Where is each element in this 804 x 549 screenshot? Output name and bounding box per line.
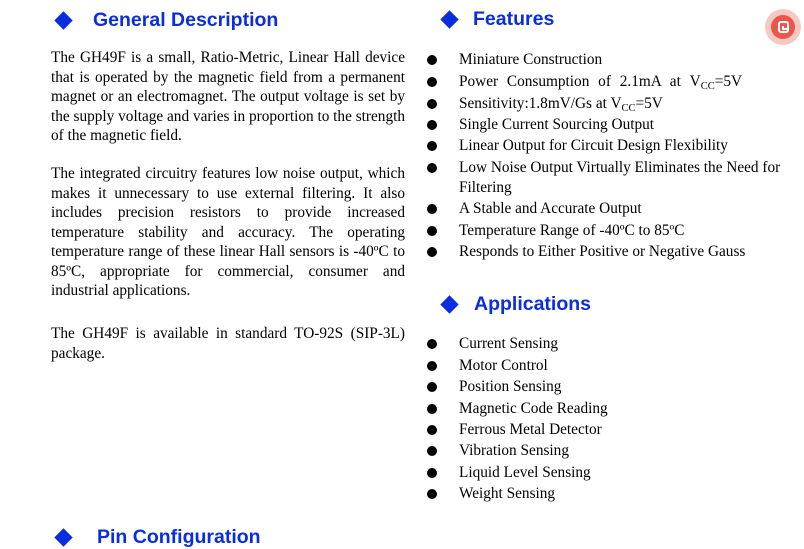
feature-text: Linear Output for Circuit Design Flexibility	[459, 137, 728, 154]
feature-text: Responds to Either Positive or Negative Gauss	[459, 243, 746, 260]
application-text: Motor Control	[459, 357, 548, 374]
bullet-icon	[427, 339, 437, 349]
bullet-icon	[427, 382, 437, 392]
application-text: Position Sensing	[459, 378, 562, 395]
application-text: Weight Sensing	[459, 485, 556, 502]
bullet-icon	[427, 361, 437, 371]
bullet-icon	[427, 446, 437, 456]
bullet-icon	[427, 226, 437, 236]
vcc-subscript: CC	[700, 81, 715, 92]
pin-configuration-title: Pin Configuration	[97, 526, 261, 548]
bullet-icon	[427, 489, 437, 499]
description-paragraph-2: The integrated circuitry features low noise output, which makes it unnecessary to use external filtering. It also includes precision resistors to provide increased temperature stability and accuracy. The operating temperature range of these linear Hall sensors is -40ºC to 85ºC, appropriate for commercial, consumer and industrial applications.	[51, 165, 405, 299]
applications-title: Applications	[474, 293, 592, 315]
feature-text: Miniature Construction	[459, 51, 603, 68]
diamond-bullet-icon	[54, 11, 72, 29]
diamond-bullet-icon	[440, 10, 458, 28]
vcc-symbol: V	[689, 73, 701, 90]
applications-heading	[443, 293, 591, 316]
bullet-icon	[427, 99, 437, 109]
bullet-icon	[427, 425, 437, 435]
pin-configuration-heading	[57, 526, 261, 549]
bullet-icon	[427, 141, 437, 151]
description-paragraph-3: The GH49F is available in standard TO-92S (SIP-3L) package.	[51, 325, 405, 362]
translate-glyph	[778, 21, 789, 33]
application-text: Vibration Sensing	[459, 442, 569, 459]
vcc-value: =5V	[635, 95, 663, 112]
general-description-title: General Description	[93, 9, 279, 31]
general-description-heading	[57, 9, 278, 32]
vcc-symbol: V	[610, 95, 622, 112]
vcc-value: =5V	[714, 73, 743, 90]
bullet-icon	[427, 55, 437, 65]
description-paragraph-1: The GH49F is a small, Ratio-Metric, Linear Hall device that is operated by the magnetic field from a permanent magnet or an electromagnet. The output voltage is set by the supply voltage and varies in proportion to the strength of the magnetic field.	[51, 49, 405, 144]
bullet-icon	[427, 120, 437, 130]
feature-text	[459, 94, 781, 114]
feature-text-part: Power Consumption of 2.1mA at	[459, 73, 690, 90]
features-heading	[443, 8, 554, 31]
bullet-icon	[427, 163, 437, 173]
vcc-subscript: CC	[621, 103, 636, 114]
bullet-icon	[427, 404, 437, 414]
application-text: Liquid Level Sensing	[459, 464, 591, 481]
application-text: Ferrous Metal Detector	[459, 421, 602, 438]
diamond-bullet-icon	[54, 528, 72, 546]
translate-icon	[771, 15, 795, 39]
feature-text: Single Current Sourcing Output	[459, 116, 655, 133]
feature-text: Low Noise Output Virtually Eliminates the Need for Filtering	[459, 159, 781, 196]
bullet-icon	[427, 77, 437, 87]
application-text: Magnetic Code Reading	[459, 400, 608, 417]
feature-text: A Stable and Accurate Output	[459, 200, 642, 217]
translate-badge-button[interactable]	[765, 9, 801, 45]
application-text: Current Sensing	[459, 335, 558, 352]
bullet-icon	[427, 468, 437, 478]
diamond-bullet-icon	[440, 295, 458, 313]
feature-text-part: Sensitivity:1.8mV/Gs at	[459, 95, 611, 112]
features-title: Features	[473, 8, 555, 30]
feature-text: Temperature Range of -40ºC to 85ºC	[459, 222, 685, 239]
bullet-icon	[427, 247, 437, 257]
bullet-icon	[427, 204, 437, 214]
feature-text	[459, 72, 781, 92]
